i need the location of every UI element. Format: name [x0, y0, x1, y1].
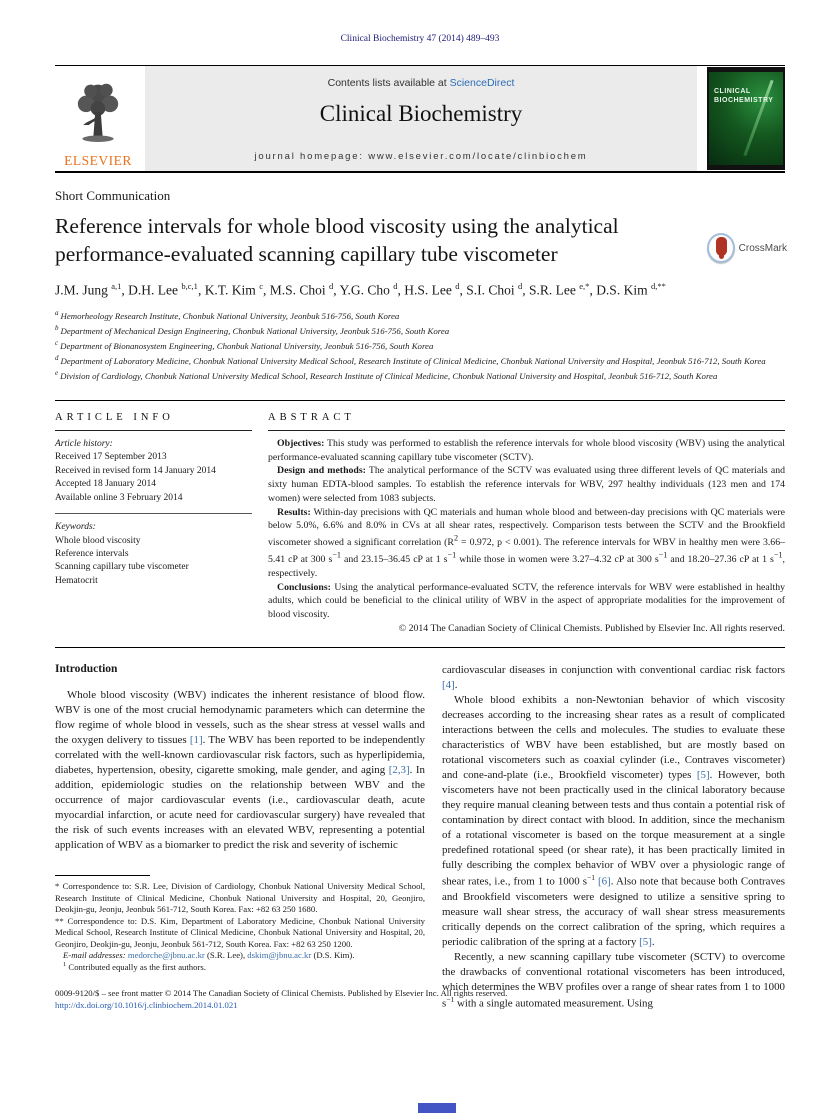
history-item: Received in revised form 14 January 2014	[55, 465, 216, 476]
inline-link[interactable]: medorche@jbnu.ac.kr	[127, 950, 205, 960]
abstract-heading: ABSTRACT	[268, 412, 355, 424]
divider	[268, 430, 785, 431]
conclusions-text: Using the analytical performance-evaluated SCTV, the reference intervals for WBV were established in healthy adults, which could be beneficial to the clinical utility of WBV in the aspect of appropriate modalities for the improvement of blood viscosity.	[268, 581, 785, 621]
inline-link[interactable]: [1]	[189, 733, 203, 746]
article-type: Short Communication	[55, 188, 171, 203]
results-text: Within-day precisions with QC materials and human whole blood and between-day precisions with QC materials were below 5.0%, 6.6% and 8.0% in CVs at all shear rates, respectively. Comparison tests between the SCTV and the Brookfield viscometer showed a significant correlation ($R^2 = 0.972$, p < 0.001). The reference intervals for WBV in healthy men were 3.66–5.41 cP at 300 $s^{-1}$ and 23.15–36.45 cP at 1 $s^{-1}$ while those in women were 3.27–4.32 cP at 300 $s^{-1}$ and 18.20–27.36 cP at 1 $s^{-1}$, respectively.	[268, 506, 785, 579]
body-paragraph: Whole blood exhibits a non-Newtonian behavior of which viscosity decreases according to the increasing shear rates as a result of complicated interactions between the cells and molecules. The studies to evaluate these characteristics of WBV have been established, but are mostly based on rotational viscometers such as coaxial cylinder (i.e., Contraves viscometer) and cone-and-plate (i.e., Brookfield viscometer) types [5]. However, both viscometers have not been practically used in the clinical laboratory because they require manual cleaning between tests and thus contain a potential risk of contamination by direct contact with blood. In addition, since the mechanism of a rotational viscometer is based on the torque measurement at a single predefined rotational speed (or shear rate), it has been practically limited in fully describing the complex behavior of WBV over a physiologic range of shear rates, i.e., from 1 to 1000 $s^{-1}$ [6]. Also note that because both Contraves and Brookfield viscometers were designed to utilize a sensitive spring to measure wall shear stress, the accuracy of wall shear stress measurements critically depends on the correct calibration of the spring, which requires a periodic calibration of the spring at a factory [5].	[442, 693, 785, 949]
abstract-design	[268, 464, 785, 505]
affiliation-item	[55, 308, 785, 323]
affiliation-item	[55, 338, 785, 353]
correspondence-1: * Correspondence to: S.R. Lee, Division of Cardiology, Chonbuk National University Medical School, Research Institute of Clinical Medicine, Chonbuk National University and Hospital, 20, Geonjiro, Deokjin-gu, Jeonju, Jeonbuk 561-712, South Korea. Fax: +82 63 250 1680.	[55, 881, 425, 915]
crossmark-badge[interactable]	[707, 233, 787, 263]
journal-cover-thumbnail	[707, 66, 785, 171]
crossmark-icon	[707, 233, 735, 263]
history-label: Article history:	[55, 439, 113, 450]
intro-paragraph: Whole blood viscosity (WBV) indicates the inherent resistance of blood flow. WBV is one of the most crucial hemodynamic parameters which can determine the flow regime of whole blood in vessels, such as the shear stress at vessel walls and the oxygen delivery to tissues [1]. The WBV has been reported to be independently correlated with the well-known cardiovascular risk factors, such as hyperlipidemia, diabetes, hypertension, obesity, cigarette smoking, male gender, and aging [2,3]. In addition, epidemiologic studies on the relationship between WBV and the occurrence of major cardiovascular events (i.e., cardiovascular death, acute myocardial infarction, or acute need for cardiovascular surgery) have revealed that the risk of such events increases with an elevated WBV, representing a potential application of WBV as a biomarker to predict the risk and severity of ischemic	[55, 688, 425, 852]
affiliation-text: Department of Laboratory Medicine, Chonbuk National University Medical School, Research Institute of Clinical Medicine, Chonbuk National University and Hospital, Jeonbuk 516-712, South Korea	[60, 355, 766, 366]
article-footer	[55, 987, 508, 1012]
affiliation-text: Department of Bionanosystem Engineering, Chonbuk National University, Jeonbuk 516-756, South Korea	[60, 340, 434, 351]
keywords-label: Keywords:	[55, 522, 96, 533]
copyright-line: © 2014 The Canadian Society of Clinical Chemists. Published by Elsevier Inc. All rights reserved.	[398, 622, 785, 634]
affiliation-marker: d	[55, 353, 59, 362]
history-item: Available online 3 February 2014	[55, 492, 183, 503]
design-text: The analytical performance of the SCTV was evaluated using three different levels of QC materials and sixty human EDTA-blood samples. To establish the reference intervals for WBV, 297 healthy individuals (123 men and 174 women) were selected from 1083 subjects.	[268, 465, 785, 504]
crossmark-label: CrossMark	[738, 242, 787, 254]
footnotes-block	[55, 865, 425, 974]
body-left-column	[55, 662, 508, 1012]
divider	[55, 513, 252, 514]
affiliation-item	[55, 353, 785, 368]
conclusions-label: Conclusions:	[277, 581, 331, 593]
abstract-objectives	[268, 437, 785, 464]
journal-title: Clinical Biochemistry	[319, 101, 523, 126]
affiliation-marker: a	[55, 308, 59, 317]
contribution-note: $^1$ Contributed equally as the first authors.	[63, 961, 206, 973]
objectives-text: This study was performed to establish the reference intervals for whole blood viscosity (WBV) using the analytical performance-evaluated scanning capillary tube viscometer (SCTV).	[268, 438, 785, 463]
footnote-rule	[55, 875, 150, 876]
affiliation-marker: e	[55, 368, 59, 377]
body-paragraph: Recently, a new scanning capillary tube viscometer (SCTV) to overcome the drawbacks of conventional rotational viscometers has been introduced, which determines the WBV profiles over a range of shear rates from 1 to 1000 $s^{-1}$ with a single automated measurement. Using	[442, 951, 785, 1011]
affiliation-text: Department of Mechanical Design Engineering, Chonbuk National University, Jeonbuk 516-756, South Korea	[60, 325, 450, 336]
history-item: Accepted 18 January 2014	[55, 479, 157, 490]
article-info-heading: ARTICLE INFO	[55, 412, 174, 424]
affiliation-text: Division of Cardiology, Chonbuk National University Medical School, Research Institute of Clinical Medicine, Chonbuk National University and Hospital, Jeonbuk 516-712, South Korea	[60, 370, 718, 381]
inline-link[interactable]: [6]	[598, 876, 611, 889]
article-info-column	[55, 412, 268, 634]
keyword-item: Hematocrit	[55, 575, 98, 586]
cover-journal-title: CLINICAL BIOCHEMISTRY	[714, 88, 774, 104]
body-paragraph: cardiovascular diseases in conjunction with conventional cardiac risk factors [4].	[442, 663, 785, 691]
history-item: Received 17 September 2013	[55, 452, 167, 463]
front-matter-line: 0009-9120/$ – see front matter © 2014 The Canadian Society of Clinical Chemists. Published by Elsevier Inc. All rights reserved.	[55, 987, 508, 998]
abstract-column	[268, 412, 785, 634]
affiliation-marker: b	[55, 323, 59, 332]
article-title: Reference intervals for whole blood viscosity using the analytical performance-evaluated scanning capillary tube viscometer	[55, 214, 619, 266]
contents-line	[145, 77, 697, 89]
body-right-column	[442, 663, 785, 1012]
doi-link[interactable]: http://dx.doi.org/10.1016/j.clinbiochem.2014.01.021	[55, 1000, 238, 1011]
email-addresses: E-mail addresses: medorche@jbnu.ac.kr (S.R. Lee), dskim@jbnu.ac.kr (D.S. Kim).	[63, 950, 355, 960]
contents-prefix: Contents lists available at	[327, 77, 450, 89]
keyword-item: Reference intervals	[55, 549, 129, 559]
affiliation-item	[55, 323, 785, 338]
inline-link[interactable]: [2,3]	[388, 763, 410, 776]
journal-homepage-link[interactable]: journal homepage: www.elsevier.com/locate/clinbiochem	[254, 151, 588, 162]
correspondence-2: ** Correspondence to: D.S. Kim, Department of Laboratory Medicine, Chonbuk National University Medical School, Research Institute of Clinical Medicine, Chonbuk National University and Hospital, 20, Geonjiro, Deokjin-gu, Jeonju, Jeonbuk 561-712, South Korea. Fax: +82 63 250 1200.	[55, 915, 425, 949]
info-abstract-section	[55, 400, 785, 648]
abstract-results	[268, 506, 785, 581]
elsevier-logo	[55, 66, 141, 171]
results-label: Results:	[277, 506, 311, 518]
elsevier-wordmark: ELSEVIER	[64, 153, 132, 168]
affiliations-list	[55, 308, 785, 384]
objectives-label: Objectives:	[277, 438, 325, 450]
elsevier-tree-icon	[70, 81, 126, 152]
inline-link[interactable]: [5]	[639, 936, 652, 949]
abstract-conclusions	[268, 581, 785, 622]
authors-line: J.M. Jung $^{a,1}$, D.H. Lee $^{b,c,1}$, K.T. Kim $^c$, M.S. Choi $^d$, Y.G. Cho $^d$, H.S. Lee $^d$, S.I. Choi $^d$, S.R. Lee $^{e,*}$, D.S. Kim $^{d,**}$	[55, 281, 666, 298]
affiliation-item	[55, 368, 785, 383]
affiliation-marker: c	[55, 338, 59, 347]
design-label: Design and methods:	[277, 465, 366, 477]
keyword-item: Scanning capillary tube viscometer	[55, 562, 189, 573]
journal-banner	[145, 66, 697, 171]
keyword-item: Whole blood viscosity	[55, 535, 141, 546]
inline-link[interactable]: dskim@jbnu.ac.kr	[247, 950, 312, 960]
bottom-page-marker	[418, 1103, 456, 1113]
inline-link[interactable]: [4]	[442, 678, 455, 691]
affiliation-text: Hemorheology Research Institute, Chonbuk National University, Jeonbuk 516-756, South Korea	[60, 310, 400, 321]
inline-link[interactable]: [5]	[696, 769, 710, 782]
introduction-heading: Introduction	[55, 662, 118, 675]
article-body	[55, 663, 785, 1012]
journal-citation: Clinical Biochemistry 47 (2014) 489–493	[340, 34, 500, 44]
journal-cover-image	[707, 67, 785, 170]
journal-header	[55, 65, 785, 173]
divider	[55, 430, 252, 431]
sciencedirect-link[interactable]: ScienceDirect	[449, 77, 515, 89]
